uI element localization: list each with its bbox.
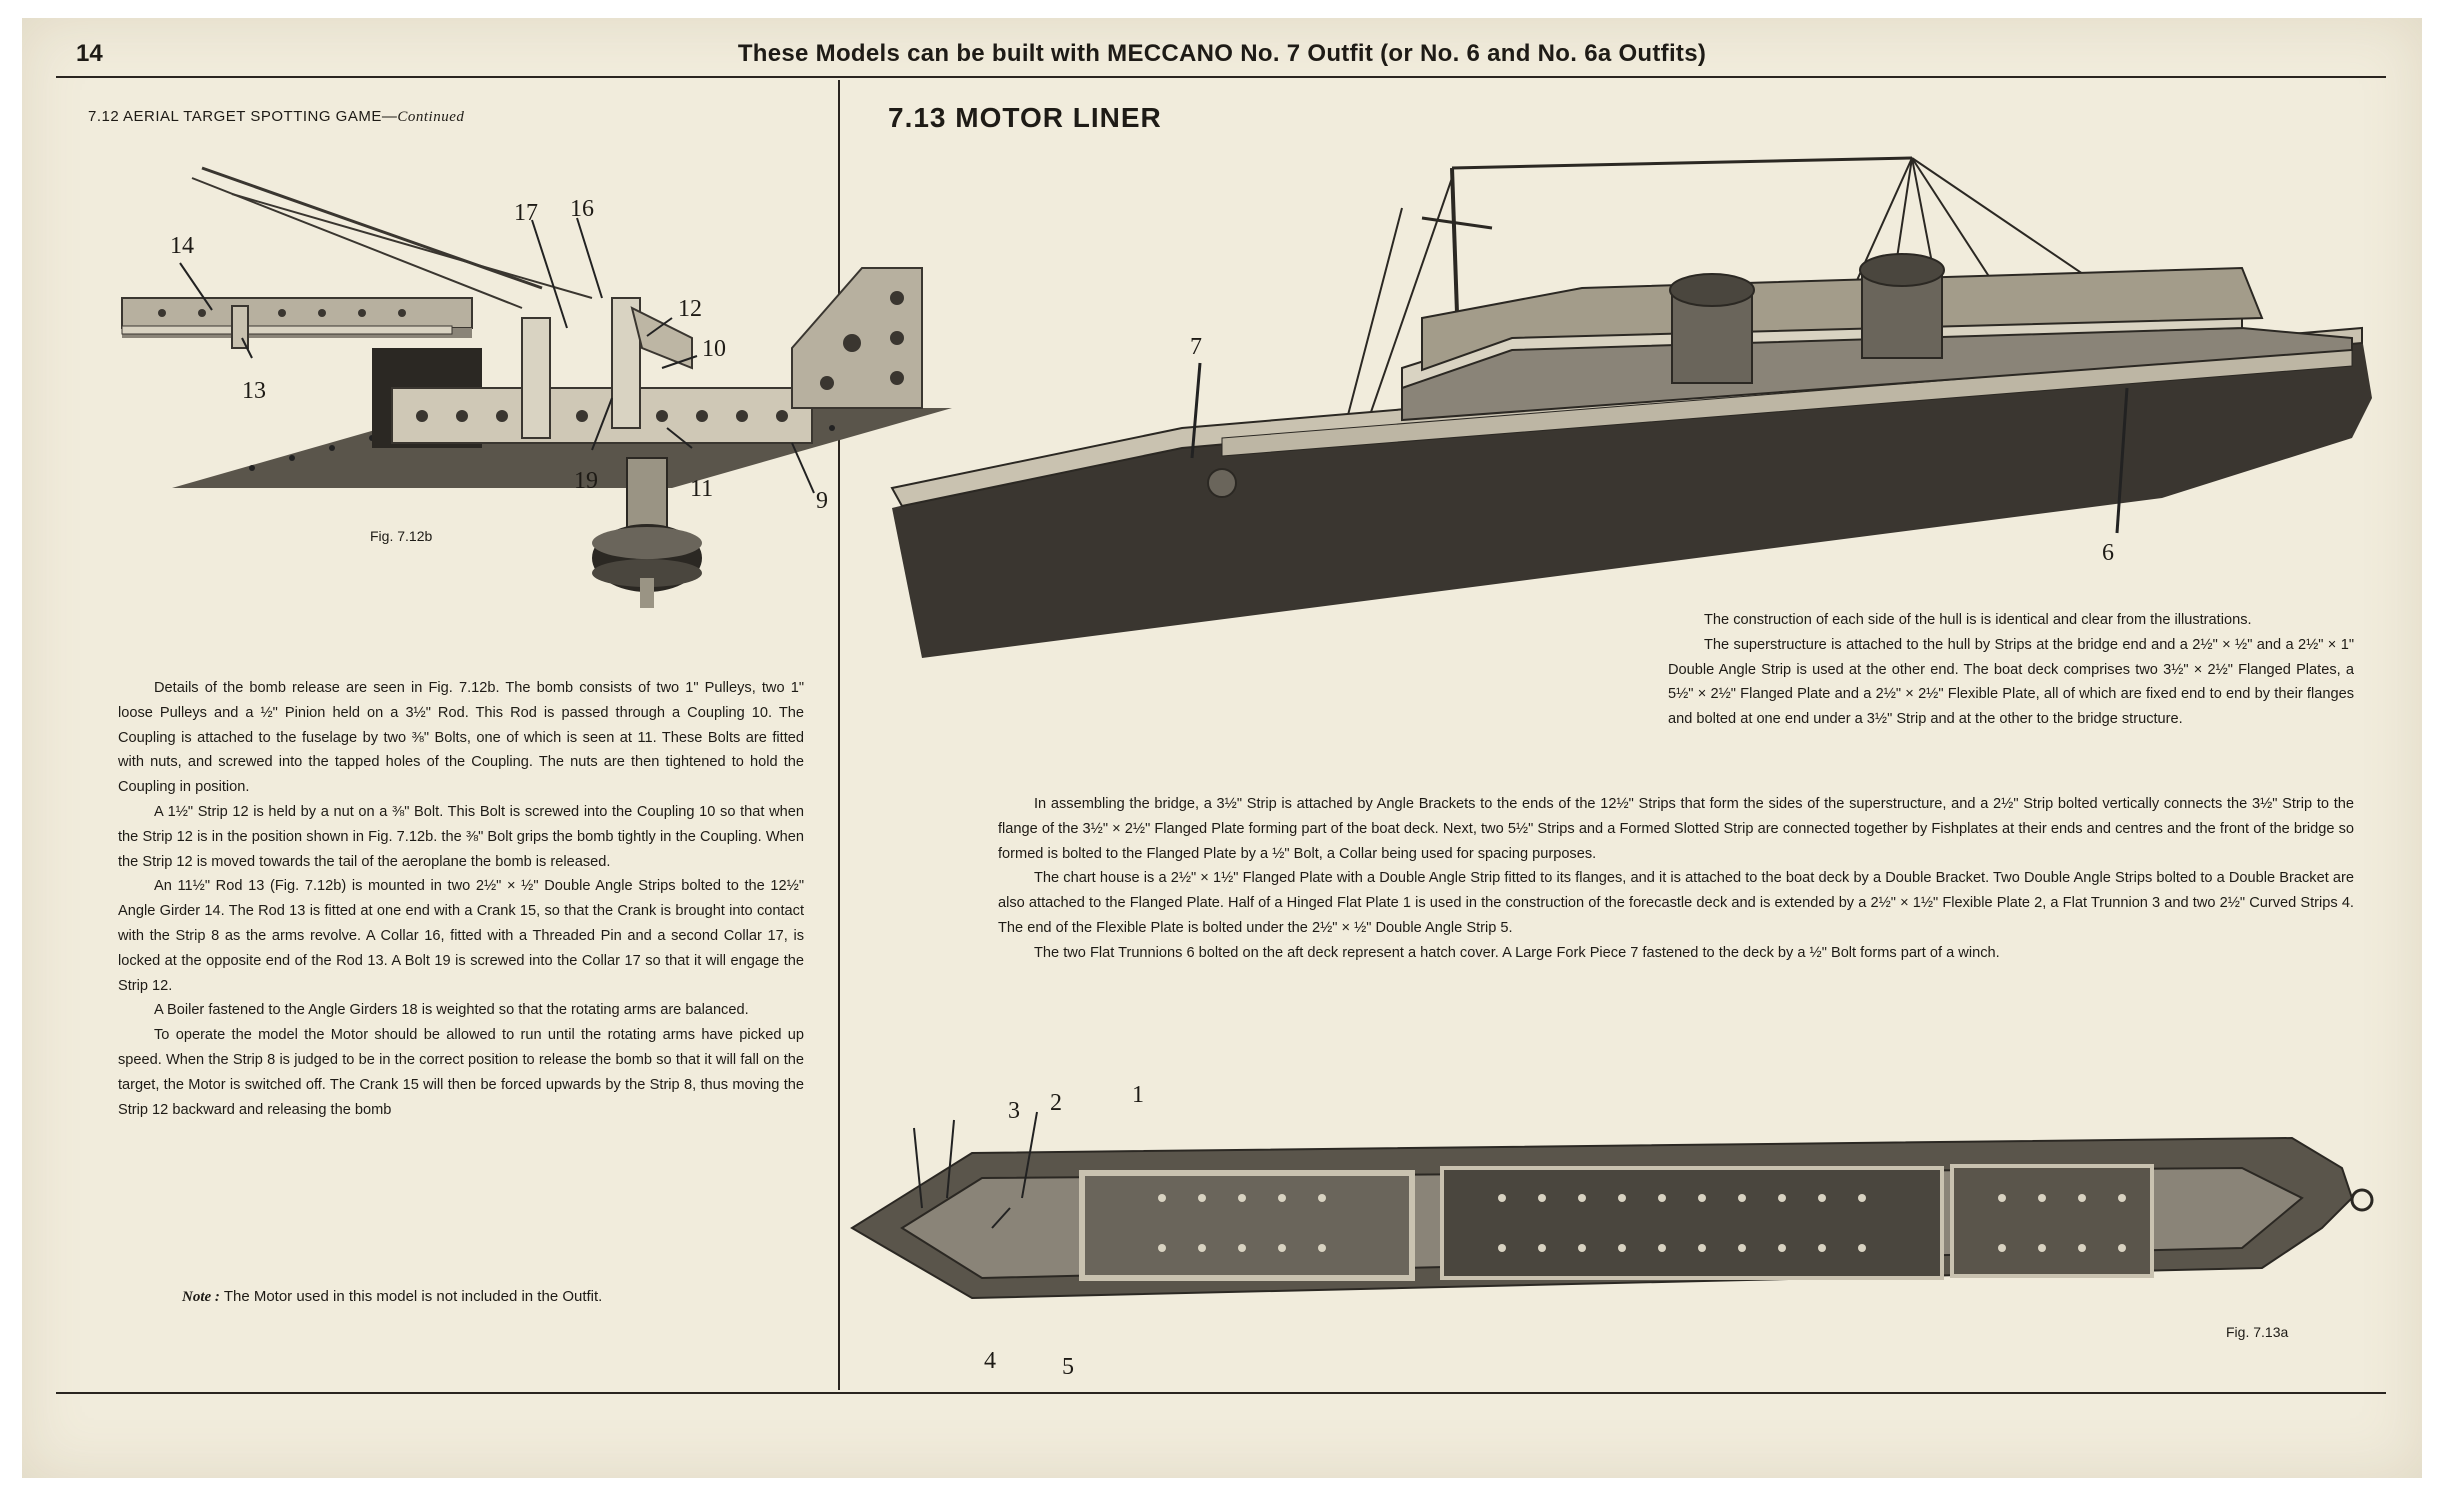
callout-2: 2 — [1050, 1090, 1062, 1116]
left-section-title: 7.12 AERIAL TARGET SPOTTING GAME—Continued — [88, 108, 465, 125]
running-head: These Models can be built with MECCANO No. 7 Outfit (or No. 6 and No. 6a Outfits) — [737, 40, 1707, 67]
note-label: Note : — [182, 1289, 220, 1305]
fig-7-13a-label: Fig. 7.13a — [2226, 1324, 2289, 1340]
callout-17: 17 — [514, 200, 538, 226]
paragraph: The chart house is a 2½" × 1½" Flanged Plate with a Double Angle Strip fitted to its flanges, and it is attached to the boat deck by a Double Bracket. Two Double Angle Strips bolted to a Double Bracket are also attached to the Flanged Plate. Half of a Hinged Flat Plate 1 is used in the construction of the forecastle deck and is extended by a 2½" × 1½" Flexible Plate 2, a Flat Trunnion 3 and two 2½" Curved Strips 4. The end of the Flexible Plate is bolted under the 2½" × ½" Double Angle Strip 5. — [998, 870, 2354, 936]
callout-10: 10 — [702, 336, 726, 362]
callout-16: 16 — [570, 196, 594, 222]
continued-label: Continued — [397, 109, 465, 125]
callout-3: 3 — [1008, 1098, 1020, 1124]
right-section-title: 7.13 MOTOR LINER — [888, 102, 1162, 133]
fig-7-12b-label: Fig. 7.12b — [370, 528, 433, 544]
page-number: 14 — [76, 40, 103, 67]
callout-1: 1 — [1132, 1082, 1144, 1108]
callout-5: 5 — [1062, 1354, 1074, 1380]
left-text — [118, 676, 804, 1122]
paragraph: The two Flat Trunnions 6 bolted on the aft deck represent a hatch cover. A Large Fork Piece 7 fastened to the deck by a ½" Bolt forms part of a winch. — [1034, 944, 2000, 961]
callout-6: 6 — [2102, 540, 2114, 566]
paragraph: In assembling the bridge, a 3½" Strip is attached by Angle Brackets to the ends of the 12½" Strips that form the sides of the superstructure, and a 2½" Strip bolted vertically connects the 3½" Strip to the flange of the 3½" × 2½" Flanged Plate forming part of the boat deck. Next, two 5½" Strips and a Formed Slotted Strip are connected together by Fishplates at their ends and centres and the front of the bridge so formed is bolted to the Flanged Plate by a ½" Bolt, a Collar being used for spacing purposes. — [998, 796, 2354, 862]
paragraph: The superstructure is attached to the hull by Strips at the bridge end and a 2½" × ½" and a 2½" × 1" Double Angle Strip is used at the other end. The boat deck comprises two 3½" × 2½" Flanged Plates, a 5½" × 2½" Flanged Plate and a 2½" × 2½" Flexible Plate, all of which are fixed end to end by their flanges and bolted at one end under a 3½" Strip and at the other to the bridge structure. — [1668, 636, 2354, 728]
callout-4: 4 — [984, 1348, 996, 1374]
paragraph: A 1½" Strip 12 is held by a nut on a ⅜" Bolt. This Bolt is screwed into the Coupling 10 so that when the Strip 12 is in the position shown in Fig. 7.12b. the ⅜" Bolt grips the bomb tightly in the Coupling. When the Strip 12 is moved towards the tail of the aeroplane the bomb is released. — [118, 803, 804, 870]
paragraph: The construction of each side of the hull is is identical and clear from the illustrations. — [1704, 612, 2252, 628]
motor-liner-top-view — [842, 1088, 2402, 1368]
callout-11: 11 — [690, 476, 714, 502]
paragraph: An 11½" Rod 13 (Fig. 7.12b) is mounted in two 2½" × ½" Double Angle Strips bolted to the 12½" Angle Girder 14. The Rod 13 is fitted at one end with a Crank 15, so that the Crank is brought into contact with the Strip 8 as the arms revolve. A Collar 16, fitted with a Threaded Pin and a second Collar 17, is locked at the opposite end of the Rod 13. A Bolt 19 is screwed into the Collar 17 so that it will engage the Strip 12. — [118, 878, 804, 994]
paragraph: To operate the model the Motor should be allowed to run until the rotating arms have picked up speed. When the Strip 8 is judged to be in the correct position to release the bomb so that it will fall on the target, the Motor is switched off. The Crank 15 will then be forced upwards by the Strip 8, thus moving the Strip 12 backward and releasing the bomb — [118, 1027, 804, 1118]
right-text-top — [1668, 608, 2354, 732]
page — [22, 18, 2422, 1478]
callout-13: 13 — [242, 378, 266, 404]
callout-19: 19 — [574, 468, 598, 494]
callout-7: 7 — [1190, 334, 1202, 360]
right-text-main — [998, 792, 2354, 966]
note: Note : The Motor used in this model is not included in the Outfit. — [182, 1288, 603, 1305]
paragraph: Details of the bomb release are seen in Fig. 7.12b. The bomb consists of two 1" Pulleys, two 1" loose Pulleys and a ½" Pinion held on a 3½" Rod. This Rod is passed through a Coupling 10. The Coupling is attached to the fuselage by two ⅜" Bolts, one of which is seen at 11. These Bolts are fitted with nuts, and screwed into the tapped holes of the Coupling. The nuts are then tightened to hold the Coupling in position. — [118, 680, 804, 796]
callout-14: 14 — [170, 233, 194, 259]
callout-12: 12 — [678, 296, 702, 322]
header-rule — [56, 76, 2386, 78]
paragraph: A Boiler fastened to the Angle Girders 18 is weighted so that the rotating arms are balanced. — [154, 1002, 749, 1019]
callout-9: 9 — [816, 488, 828, 514]
motor-liner-side-view — [862, 138, 2402, 668]
footer-rule — [56, 1392, 2386, 1394]
